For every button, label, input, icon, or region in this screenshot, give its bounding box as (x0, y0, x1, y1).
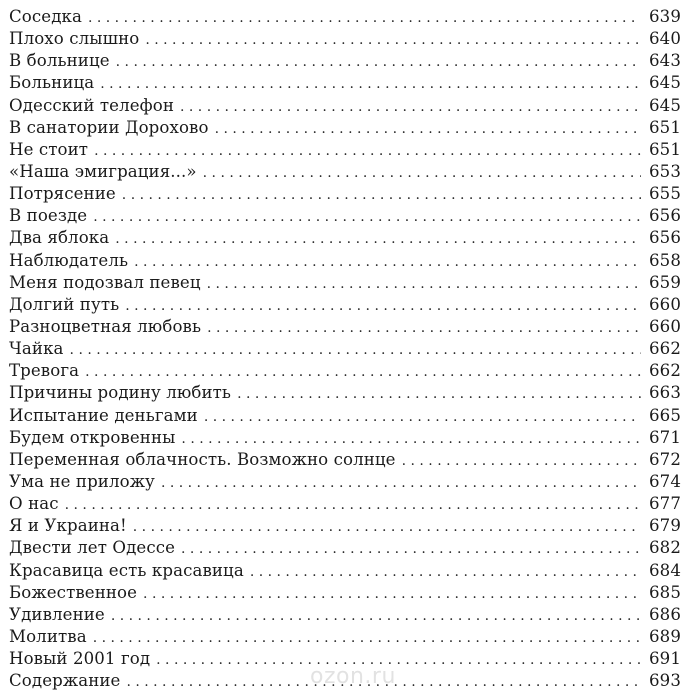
dot-leader (250, 561, 641, 583)
toc-entry-title: В больнице (9, 51, 110, 71)
toc-entry (9, 205, 681, 227)
toc-entry-title: Долгий путь (9, 294, 120, 314)
toc-entry-title: Будем откровенны (9, 427, 176, 447)
toc-entry-title: Тревога (9, 361, 80, 381)
toc-entry-title: Разноцветная любовь (9, 316, 202, 336)
toc-entry (9, 604, 681, 626)
toc-entry-page: 682 (649, 538, 681, 558)
toc-entry-page: 656 (649, 206, 681, 226)
toc-entry-title: В санатории Дорохово (9, 117, 209, 137)
dot-leader (215, 118, 641, 140)
dot-leader (65, 494, 641, 516)
dot-leader (115, 228, 641, 250)
toc-entry (9, 72, 681, 94)
toc-entry-title: О нас (9, 494, 59, 514)
toc-entry-title: Меня подозвал певец (9, 272, 201, 292)
toc-entry-title: Ума не приложу (9, 471, 155, 491)
table-of-contents (9, 6, 681, 692)
toc-entry-title: Одесский телефон (9, 95, 174, 115)
toc-entry-page: 674 (649, 471, 681, 491)
toc-entry (9, 95, 681, 117)
toc-entry-title: Новый 2001 год (9, 649, 151, 669)
dot-leader (181, 428, 641, 450)
toc-entry-title: Содержание (9, 671, 121, 691)
dot-leader (116, 51, 641, 73)
toc-entry (9, 537, 681, 559)
toc-entry (9, 382, 681, 404)
dot-leader (207, 273, 641, 295)
toc-entry-page: 656 (649, 228, 681, 248)
toc-entry-title: Молитва (9, 626, 87, 646)
dot-leader (93, 206, 641, 228)
toc-entry-page: 645 (649, 73, 681, 93)
dot-leader (94, 140, 641, 162)
toc-entry-page: 639 (649, 7, 681, 26)
toc-entry-page: 658 (649, 250, 681, 270)
toc-entry-title: Испытание деньгами (9, 405, 198, 425)
toc-entry (9, 626, 681, 648)
toc-entry-page: 651 (649, 139, 681, 159)
toc-entry-title: Я и Украина! (9, 516, 127, 536)
dot-leader (145, 29, 641, 51)
dot-leader (204, 406, 641, 428)
dot-leader (237, 383, 641, 405)
toc-entry-page: 693 (649, 671, 681, 691)
dot-leader (203, 162, 641, 184)
dot-leader (161, 472, 641, 494)
toc-entry (9, 227, 681, 249)
toc-entry (9, 117, 681, 139)
dot-leader (402, 450, 641, 472)
toc-entry-page: 671 (649, 427, 681, 447)
watermark: ozon.ru (310, 664, 396, 689)
toc-entry-page: 660 (649, 294, 681, 314)
toc-entry-title: Удивление (9, 604, 105, 624)
toc-entry-page: 672 (649, 449, 681, 469)
toc-entry (9, 28, 681, 50)
toc-entry-title: Соседка (9, 7, 82, 26)
toc-entry (9, 360, 681, 382)
toc-entry-page: 660 (649, 316, 681, 336)
dot-leader (133, 516, 641, 538)
toc-entry (9, 338, 681, 360)
toc-entry-title: Красавица есть красавица (9, 560, 244, 580)
toc-entry (9, 161, 681, 183)
toc-entry-title: Божественное (9, 582, 138, 602)
toc-entry (9, 316, 681, 338)
toc-entry-page: 685 (649, 582, 681, 602)
toc-entry (9, 471, 681, 493)
dot-leader (111, 605, 641, 627)
toc-entry-title: Плохо слышно (9, 29, 140, 49)
toc-entry-page: 684 (649, 560, 681, 580)
toc-entry-title: Потрясение (9, 184, 116, 204)
toc-entry (9, 50, 681, 72)
dot-leader (125, 295, 641, 317)
toc-entry (9, 515, 681, 537)
toc-entry (9, 560, 681, 582)
toc-entry (9, 582, 681, 604)
toc-entry-page: 691 (649, 649, 681, 669)
toc-entry-page: 662 (649, 361, 681, 381)
toc-entry (9, 272, 681, 294)
dot-leader (180, 96, 641, 118)
dot-leader (134, 251, 641, 273)
toc-entry-title: Чайка (9, 339, 64, 359)
toc-entry-page: 686 (649, 604, 681, 624)
toc-entry (9, 405, 681, 427)
dot-leader (100, 73, 641, 95)
dot-leader (122, 184, 641, 206)
dot-leader (156, 649, 641, 671)
toc-entry-page: 679 (649, 516, 681, 536)
toc-entry-page: 643 (649, 51, 681, 71)
toc-entry (9, 427, 681, 449)
dot-leader (93, 627, 641, 649)
toc-entry-page: 663 (649, 383, 681, 403)
toc-entry (9, 449, 681, 471)
toc-entry-page: 651 (649, 117, 681, 137)
toc-entry-title: В поезде (9, 206, 88, 226)
toc-entry-title: «Наша эмиграция...» (9, 161, 197, 181)
toc-entry (9, 183, 681, 205)
toc-entry-page: 662 (649, 339, 681, 359)
toc-entry-page: 645 (649, 95, 681, 115)
toc-entry-title: Двести лет Одессе (9, 538, 176, 558)
toc-entry-page: 659 (649, 272, 681, 292)
toc-entry-title: Наблюдатель (9, 250, 129, 270)
toc-entry-title: Два яблока (9, 228, 110, 248)
toc-entry-title: Переменная облачность. Возможно солнце (9, 449, 396, 469)
dot-leader (88, 7, 641, 29)
toc-entry-page: 665 (649, 405, 681, 425)
toc-entry-page: 655 (649, 184, 681, 204)
toc-entry (9, 493, 681, 515)
toc-entry (9, 294, 681, 316)
toc-entry-page: 640 (649, 29, 681, 49)
toc-entry (9, 6, 681, 28)
dot-leader (70, 339, 641, 361)
toc-entry-page: 653 (649, 161, 681, 181)
toc-entry-title: Причины родину любить (9, 383, 232, 403)
dot-leader (181, 538, 641, 560)
toc-entry-page: 677 (649, 494, 681, 514)
toc-entry (9, 139, 681, 161)
toc-entry (9, 250, 681, 272)
toc-entry-title: Не стоит (9, 139, 89, 159)
dot-leader (85, 361, 641, 383)
toc-entry-page: 689 (649, 626, 681, 646)
dot-leader (143, 583, 641, 605)
dot-leader (207, 317, 641, 339)
toc-entry-title: Больница (9, 73, 95, 93)
